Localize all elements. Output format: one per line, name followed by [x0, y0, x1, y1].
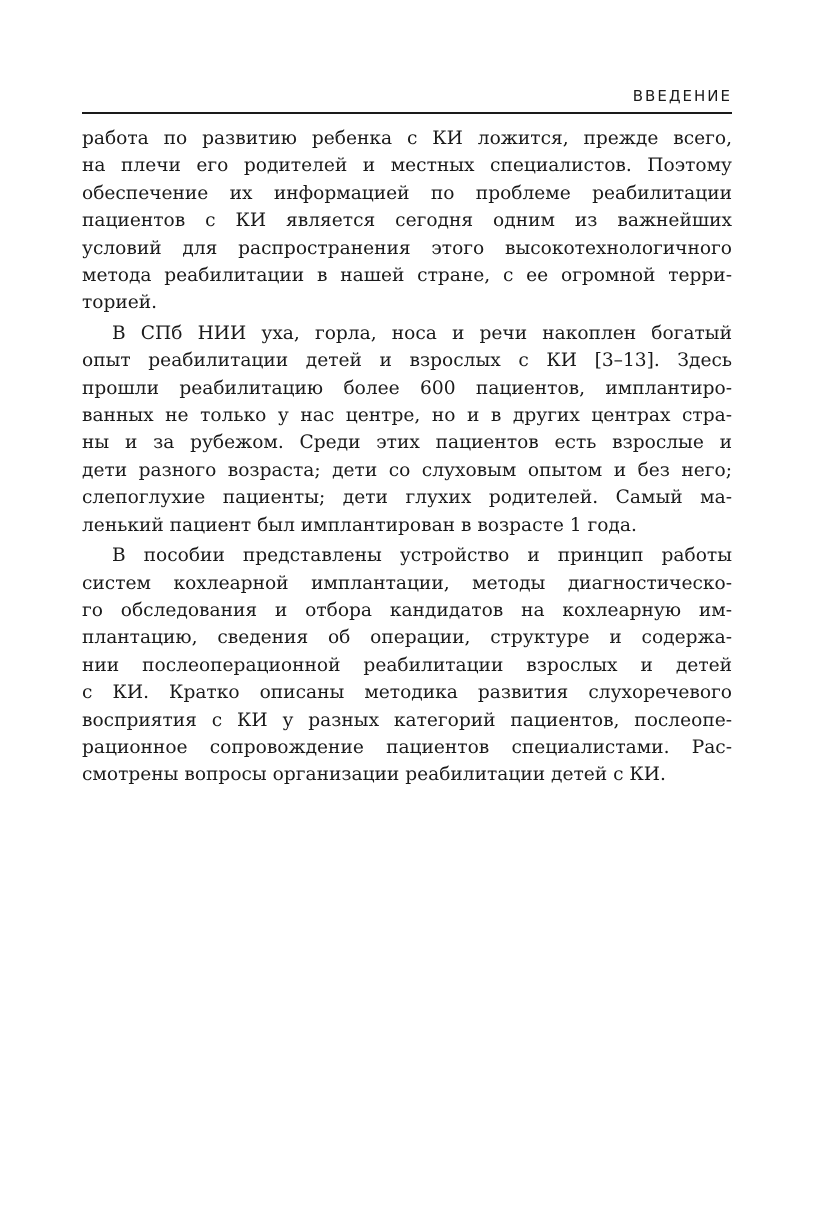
paragraph-2 — [82, 320, 732, 539]
text-line: торией. — [82, 292, 158, 314]
text-line: условий для распространения этого высокотехнологичного — [82, 237, 732, 259]
text-line: плантацию, сведения об операции, структуре и содержа- — [82, 627, 732, 649]
text-line: восприятия с КИ у разных категорий пациентов, послеопе- — [82, 709, 732, 731]
text-line: ны и за рубежом. Среди этих пациентов есть взрослые и — [82, 432, 732, 454]
text-line: на плечи его родителей и местных специалистов. Поэтому — [82, 155, 732, 177]
paragraph-3 — [82, 542, 732, 789]
text-line: ленький пациент был имплантирован в возрасте 1 года. — [82, 514, 637, 536]
text-line: обеспечение их информацией по проблеме реабилитации — [82, 182, 732, 204]
text-line: рационное сопровождение пациентов специалистами. Рас- — [82, 736, 732, 758]
text-line: систем кохлеарной имплантации, методы диагностическо- — [82, 572, 732, 594]
text-line: В пособии представлены устройство и принцип работы — [112, 545, 732, 567]
text-line: В СПб НИИ уха, горла, носа и речи накоплен богатый — [112, 322, 732, 344]
text-line: работа по развитию ребенка с КИ ложится, прежде всего, — [82, 128, 732, 149]
text-line: опыт реабилитации детей и взрослых с КИ [3–13]. Здесь — [82, 350, 732, 372]
text-line: слепоглухие пациенты; дети глухих родителей. Самый ма- — [82, 487, 732, 509]
paragraph-1 — [82, 125, 732, 317]
text-line: прошли реабилитацию более 600 пациентов, имплантиро- — [82, 377, 732, 399]
running-header — [82, 86, 732, 114]
text-line: смотрены вопросы организации реабилитации детей с КИ. — [82, 764, 666, 786]
section-title: ВВЕДЕНИЕ — [632, 87, 732, 105]
text-line: го обследования и отбора кандидатов на кохлеарную им- — [82, 600, 732, 622]
body-text — [82, 125, 732, 789]
text-line: пациентов с КИ является сегодня одним из важнейших — [82, 210, 732, 232]
text-line: дети разного возраста; дети со слуховым опытом и без него; — [82, 459, 732, 481]
text-line: ванных не только у нас центре, но и в других центрах стра- — [82, 405, 732, 427]
text-line: с КИ. Кратко описаны методика развития слухоречевого — [82, 682, 732, 704]
text-line: метода реабилитации в нашей стране, с ее огромной терри- — [82, 264, 732, 286]
text-line: нии послеоперационной реабилитации взрослых и детей — [82, 654, 732, 676]
